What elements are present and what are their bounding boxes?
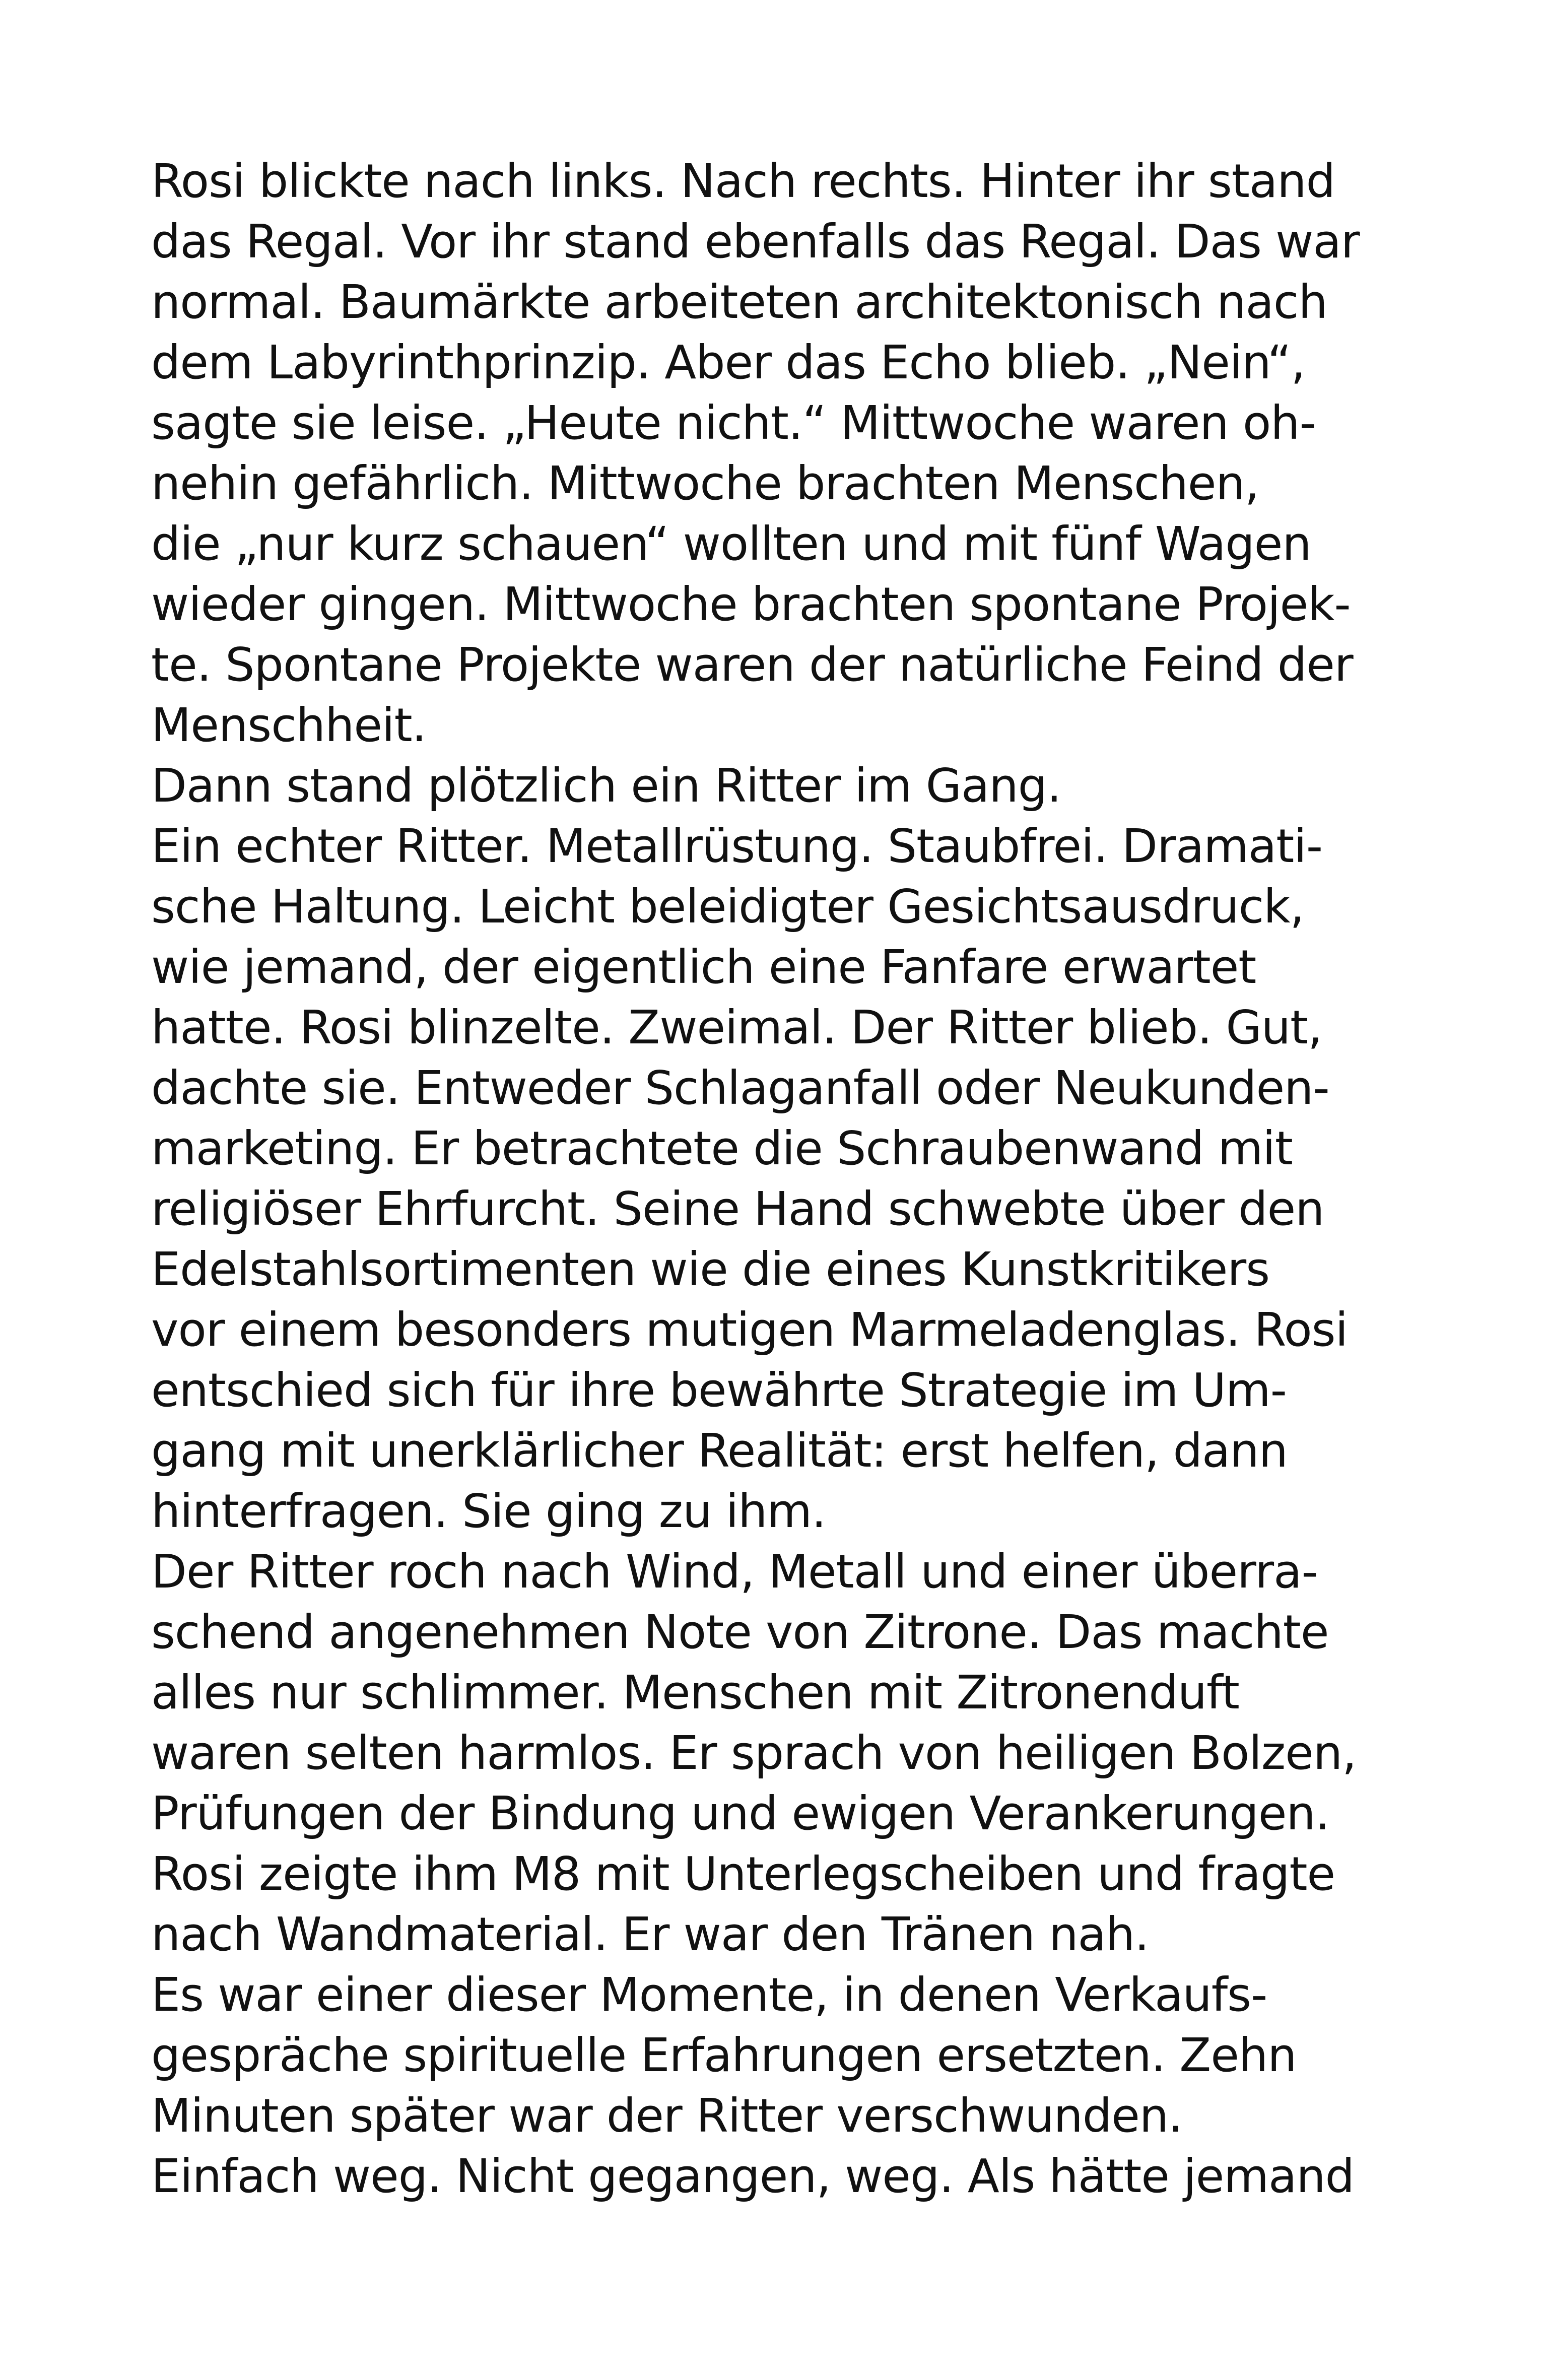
text-line: Der Ritter roch nach Wind, Metall und einer überra-: [151, 1545, 1318, 1599]
text-line: hatte. Rosi blinzelte. Zweimal. Der Ritter blieb. Gut,: [151, 1001, 1322, 1054]
text-line: wie jemand, der eigentlich eine Fanfare erwartet: [151, 940, 1256, 994]
text-line: hinterfragen. Sie ging zu ihm.: [151, 1484, 826, 1538]
text-line: Minuten später war der Ritter verschwunden.: [151, 2089, 1183, 2143]
text-line: Edelstahlsortimenten wie die eines Kunstkritikers: [151, 1242, 1270, 1296]
text-line: alles nur schlimmer. Menschen mit Zitronenduft: [151, 1666, 1239, 1720]
text-line: die „nur kurz schauen“ wollten und mit fünf Wagen: [151, 517, 1311, 571]
text-line: wieder gingen. Mittwoche brachten spontane Projek-: [151, 577, 1351, 631]
text-line: Menschheit.: [151, 698, 426, 752]
text-line: vor einem besonders mutigen Marmeladenglas. Rosi: [151, 1303, 1348, 1357]
text-line: gespräche spirituelle Erfahrungen ersetzten. Zehn: [151, 2028, 1297, 2082]
text-line: religiöser Ehrfurcht. Seine Hand schwebte über den: [151, 1182, 1324, 1236]
body-text: [151, 151, 1410, 2207]
text-line: Rosi blickte nach links. Nach rechts. Hinter ihr stand: [151, 154, 1335, 208]
text-line: Prüfungen der Bindung und ewigen Verankerungen.: [151, 1787, 1329, 1840]
text-line: Es war einer dieser Momente, in denen Verkaufs-: [151, 1968, 1267, 2022]
text-line: schend angenehmen Note von Zitrone. Das machte: [151, 1605, 1329, 1659]
text-line: marketing. Er betrachtete die Schraubenwand mit: [151, 1121, 1293, 1175]
text-line: Rosi zeigte ihm M8 mit Unterlegscheiben und fragte: [151, 1847, 1335, 1901]
text-line: entschied sich für ihre bewährte Strategie im Um-: [151, 1363, 1287, 1417]
text-line: sche Haltung. Leicht beleidigter Gesichtsausdruck,: [151, 880, 1304, 934]
text-line: Dann stand plötzlich ein Ritter im Gang.: [151, 759, 1061, 813]
text-line: nach Wandmaterial. Er war den Tränen nah.: [151, 1907, 1149, 1961]
text-line: dem Labyrinthprinzip. Aber das Echo blieb. „Nein“,: [151, 336, 1305, 389]
text-line: sagte sie leise. „Heute nicht.“ Mittwoche waren oh-: [151, 396, 1316, 450]
text-line: gang mit unerklärlicher Realität: erst helfen, dann: [151, 1424, 1288, 1478]
text-line: das Regal. Vor ihr stand ebenfalls das Regal. Das war: [151, 215, 1360, 269]
text-line: Ein echter Ritter. Metallrüstung. Staubfrei. Dramati-: [151, 819, 1323, 873]
text-line: normal. Baumärkte arbeiteten architektonisch nach: [151, 275, 1327, 329]
text-line: nehin gefährlich. Mittwoche brachten Menschen,: [151, 456, 1259, 510]
text-line: te. Spontane Projekte waren der natürliche Feind der: [151, 638, 1353, 692]
text-line: dachte sie. Entweder Schlaganfall oder Neukunden-: [151, 1061, 1329, 1115]
text-line: waren selten harmlos. Er sprach von heiligen Bolzen,: [151, 1726, 1357, 1780]
text-line: Einfach weg. Nicht gegangen, weg. Als hätte jemand: [151, 2149, 1355, 2203]
